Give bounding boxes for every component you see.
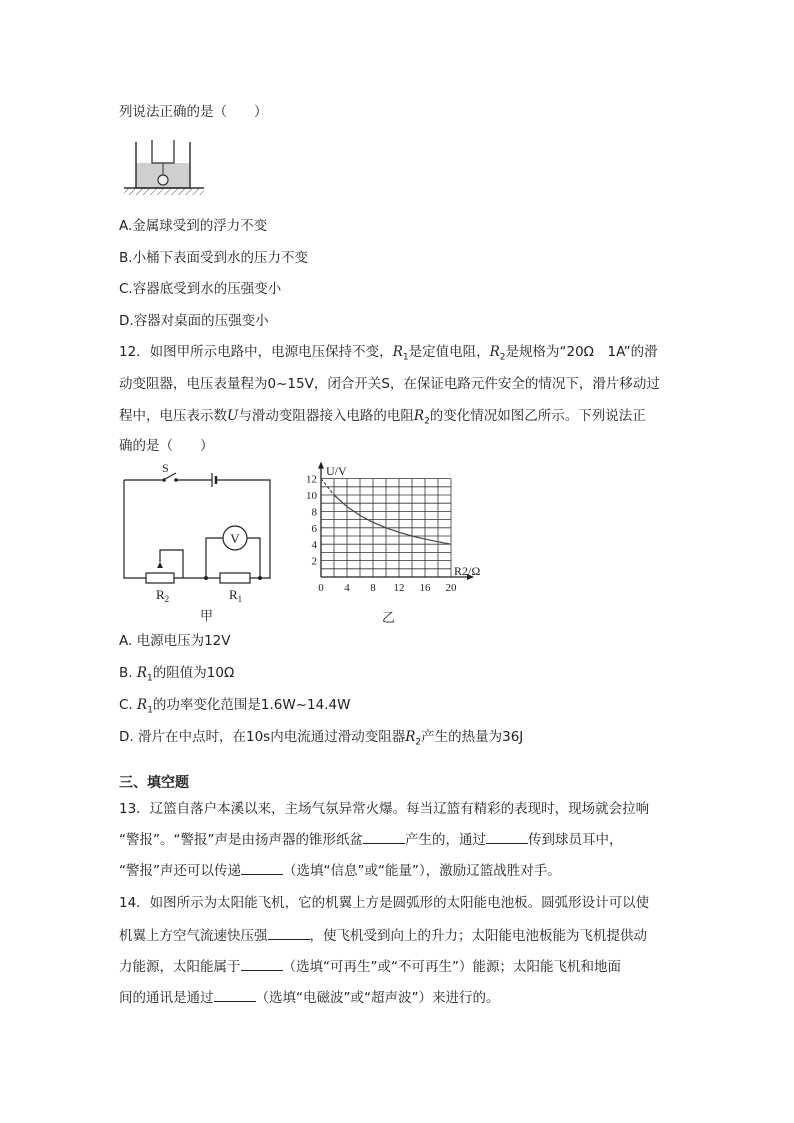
rheostat-r2 <box>146 573 174 583</box>
u-r2-graph <box>296 462 496 627</box>
q12-line-4: 确的是（ ） <box>119 438 214 454</box>
switch-s <box>162 461 178 482</box>
y-tick-label: 8 <box>311 506 317 519</box>
circuit-caption: 甲 <box>200 608 214 623</box>
x-tick-label: 8 <box>370 582 376 594</box>
x-tick-label: 4 <box>344 582 350 594</box>
resistor-r1 <box>220 573 250 583</box>
y-axis-label: U/V <box>326 464 347 478</box>
y-tick-label: 6 <box>311 522 317 535</box>
y-tick-label: 4 <box>311 539 317 552</box>
y-tick-label: 12 <box>306 473 317 486</box>
q12-option-b: B. $R_1$的阻值为10Ω <box>119 665 235 684</box>
q13-line-3: “警报”声还可以传递 （选填“信息”或“能量”），激励辽篮战胜对手。 <box>119 863 561 879</box>
slider-arrow <box>157 562 163 568</box>
blank-5[interactable] <box>241 957 283 971</box>
q14-line-1: 14．如图所示为太阳能飞机，它的机翼上方是圆弧形的太阳能电池板。圆弧形设计可以使 <box>119 895 650 911</box>
q13-line-1: 13．辽篮自落户本溪以来，主场气氛异常火爆。每当辽篮有精彩的表现时，现场就会拉响 <box>119 801 650 817</box>
x-tick-label: 0 <box>318 582 324 594</box>
graph-caption: 乙 <box>382 610 396 625</box>
voltmeter-label: V <box>230 531 240 546</box>
q12-option-a: A. 电源电压为12V <box>119 633 231 649</box>
q11-option-b: B.小桶下表面受到水的压力不变 <box>119 250 309 266</box>
section-title: 三、填空题 <box>119 775 189 791</box>
q11-option-c: C.容器底受到水的压强变小 <box>119 281 282 297</box>
blank-2[interactable] <box>486 830 528 844</box>
q11-container-figure <box>122 138 206 198</box>
q14-line-2: 机翼上方空气流速快压强 ，使飞机受到向上的升力；太阳能电池板能为飞机提供动 <box>119 928 647 944</box>
y-axis-arrow <box>318 462 324 469</box>
q14-line-3: 力能源，太阳能属于 （选填“可再生”或“不可再生”）能源；太阳能飞机和地面 <box>119 959 621 975</box>
x-tick-label: 16 <box>419 582 431 594</box>
blank-6[interactable] <box>214 988 256 1002</box>
x-tick-label: 12 <box>393 582 405 594</box>
q11-option-d: D.容器对桌面的压强变小 <box>119 313 269 329</box>
q12-line-3: 程中，电压表示数U与滑动变阻器接入电路的电阻$R_2$的变化情况如图乙所示。下列说法正 <box>119 408 646 427</box>
r1-label: $R_1$ <box>229 587 243 604</box>
q11-option-a: A.金属球受到的浮力不变 <box>119 218 268 234</box>
switch-label: S <box>162 461 169 475</box>
blank-1[interactable] <box>363 830 405 844</box>
q11-stem-tail: 列说法正确的是（ ） <box>119 104 268 120</box>
x-tick-label: 20 <box>445 582 457 594</box>
q12-option-d: D. 滑片在中点时，在10s内电流通过滑动变阻器$R_2$产生的热量为36J <box>119 729 524 748</box>
q14-line-4: 间的通讯是通过 （选填“电磁波”或“超声波”）来进行的。 <box>119 990 500 1006</box>
q12-line-2: 动变阻器，电压表量程为0~15V，闭合开关S，在保证电路元件安全的情况下，滑片移动过 <box>119 376 660 392</box>
voltmeter <box>223 526 247 550</box>
q12-option-c: C. $R_1$的功率变化范围是1.6W~14.4W <box>119 697 351 716</box>
r2-label: $R_2$ <box>156 587 170 604</box>
x-axis-label: R2/Ω <box>454 564 481 578</box>
circuit-diagram <box>118 458 278 628</box>
y-tick-label: 10 <box>306 490 317 502</box>
battery <box>212 473 216 487</box>
q12-line-1: 12．如图甲所示电路中，电源电压保持不变，$R_1$是定值电阻，$R_2$是规格为“20Ω 1A”的滑 <box>119 344 658 363</box>
q13-line-2: “警报”。“警报”声是由扬声器的锥形纸盆 产生的，通过 传到球员耳中， <box>119 832 623 848</box>
blank-4[interactable] <box>268 926 310 940</box>
blank-3[interactable] <box>241 861 283 875</box>
y-tick-label: 2 <box>311 555 317 568</box>
